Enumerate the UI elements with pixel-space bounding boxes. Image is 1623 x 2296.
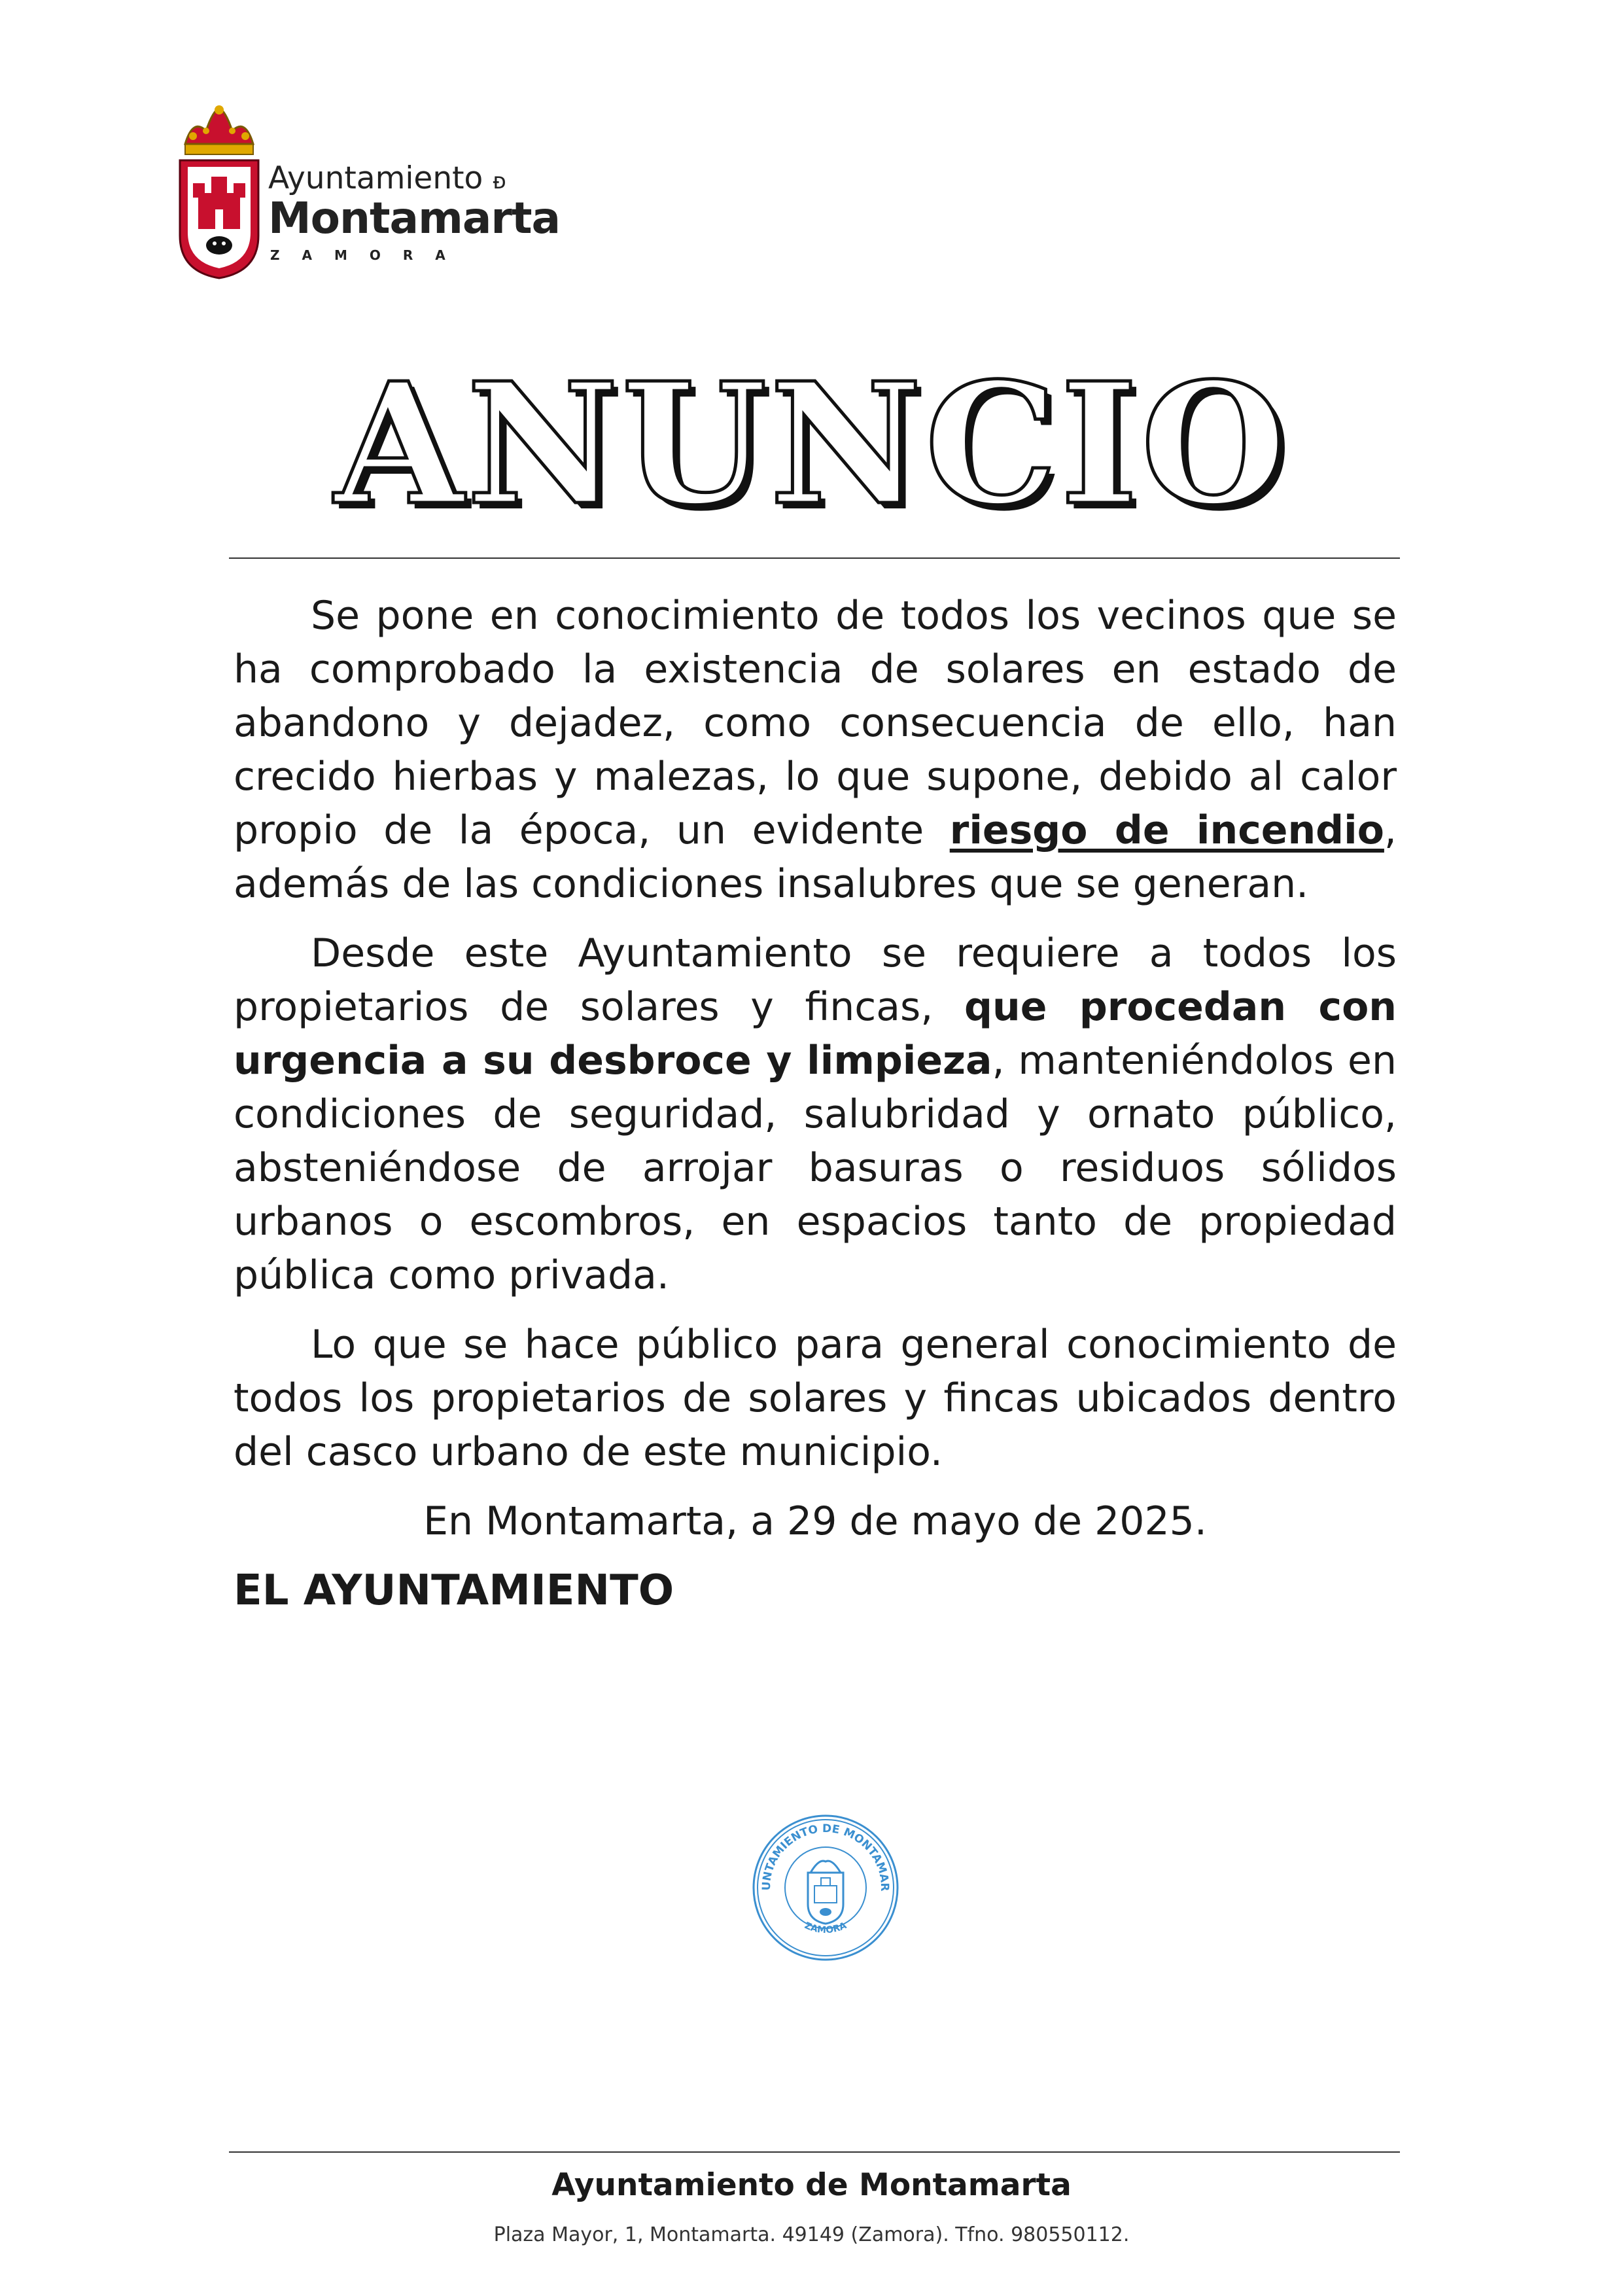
footer-address: Plaza Mayor, 1, Montamarta. 49149 (Zamora). Tfno. 980550112. <box>493 2223 1130 2246</box>
coat-of-arms-icon <box>173 105 265 281</box>
title-divider <box>229 557 1400 559</box>
paragraph-2 <box>234 927 1397 1302</box>
paragraph-1 <box>234 589 1397 911</box>
logo-text-line2: Montamarta <box>268 193 561 243</box>
footer-divider <box>229 2151 1400 2153</box>
paragraph-2-text-a: Desde este Ayuntamiento se requiere a todos los propietarios de solares y fincas, <box>234 930 1397 1030</box>
seal-ring-text: UNTAMIENTO DE MONTAMAR <box>759 1822 892 1891</box>
logo-text-line1: Ayuntamiento ᴆ <box>268 160 506 196</box>
logo-text-suffix: ᴆ <box>493 168 506 194</box>
seal-bottom-text: ZAMORA <box>803 1920 848 1936</box>
signature: EL AYUNTAMIENTO <box>234 1566 674 1615</box>
municipal-logo <box>173 105 561 281</box>
paragraph-3: Lo que se hace público para general conocimiento de todos los propietarios de solares y fincas ubicados dentro del casco urbano de este municipio. <box>234 1322 1397 1475</box>
paragraph-1-emphasis: riesgo de incendio <box>949 807 1384 853</box>
paragraph-2-emphasis: que procedan con urgencia a su desbroce y limpieza <box>234 984 1397 1084</box>
date-line: En Montamarta, a 29 de mayo de 2025. <box>423 1498 1207 1544</box>
announcement-body <box>234 589 1397 1633</box>
footer-organization: Ayuntamiento de Montamarta <box>551 2167 1072 2203</box>
paragraph-1-text-b: , además de las condiciones insalubres que se generan. <box>234 807 1397 907</box>
logo-text-line3: ZAMORA <box>270 247 468 263</box>
official-seal <box>750 1812 901 1963</box>
page-title: ANUNCIO <box>334 347 1289 542</box>
paragraph-2-text-b: , manteniéndolos en condiciones de seguridad, salubridad y ornato público, absteniéndose de arrojar basuras o residuos sólidos urbanos o escombros, en espacios tanto de propiedad pública como privada. <box>234 1038 1397 1298</box>
paragraph-1-text-a: Se pone en conocimiento de todos los vecinos que se ha comprobado la existencia de solares en estado de abandono y dejadez, como consecuencia de ello, han crecido hierbas y malezas, lo que supone, debido al calor propio de la época, un evidente <box>234 593 1397 853</box>
seal-stamp-icon <box>750 1812 901 1963</box>
